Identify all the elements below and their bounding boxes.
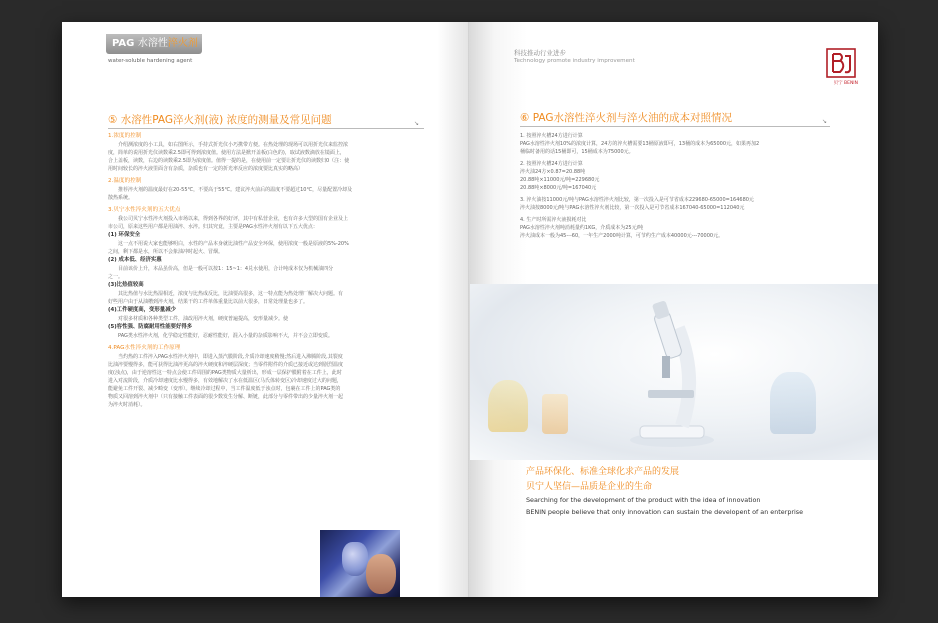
left-body [108,132,426,409]
flask-graphic-left [488,380,528,432]
right-page [470,22,878,597]
block-heading: 1.浓度的控制 [108,133,142,139]
block-heading: 4.PAG水性淬火剂的工作原理 [108,345,181,351]
advantage-label: (1) 环保安全 [108,232,141,238]
hand-graphic [366,554,396,594]
cost-line: 20.88吨×8000元/吨=167040元 [520,185,597,191]
body-line: 度(浊点)，由于逆溶性这一特点会使工件周围的PAG类物质大量析出，形成一层保护膜附着在工件上，此时 [108,370,342,376]
cost-line: 淬火油成本一般为45---60，一年生产2000吨计算，可节约生产成本40000元---70000元。 [520,233,724,239]
page-tab [106,34,202,54]
slogan-line-2: 贝宁人坚信—品质是企业的生命 [526,482,653,492]
body-line: 物质又回溶到淬火剂中（只有接触工件表面的很少数发生分解、断链，此部分与零件带出的少量淬火剂一起 [108,394,344,400]
advantage-line: 之一。 [108,274,124,280]
body-line: 度，简单的说用折光仪读数乘2.5即可得到浓度值。使用方法是掀开盖板(白色的)，取试液数滴放在镜面上， [108,150,345,156]
advantage-label: (5)容性强、防腐耐用性能要好得多 [108,324,193,330]
microscope-icon [620,298,716,448]
arrow-icon: ↘ [414,120,420,127]
right-body [520,132,840,240]
cost-line: 桶临时备用的话15桶即可，15桶成本为75000元。 [520,149,634,155]
english-line-2: BENIN people believe that only innovation can sustain the developent of an enterprise [526,508,804,516]
body-line: 合上盖板，读数，右边的读数乘2.5即为浓度值。值得一提的是，在使用前一定要让折光仪的读数归0（注：使 [108,158,350,164]
advantage-line: 目前该价上升，本品虽价高，但是一般可以按1：15~1：4兑水使用，合计吨成本仅为机械油四分 [118,266,334,272]
body-line: 散热系统。 [108,195,134,201]
body-line: 当灼热的工件淬入PAG水性淬火剂中，即进入蒸汽膜阶段,介质冷却速度稍慢;然后进入沸腾阶段,其裂度 [118,354,343,360]
section-title-right: ⑥ PAG水溶性淬火剂与淬火油的成本对照情况 [520,112,733,124]
cost-line: 淬火油按8000元/吨与PAG水溶性淬火剂比较，第一次投入是可节省成本167040-65000=112040元 [520,205,745,211]
body-line: 能避免工件开裂、减少畸变（变形）。继续冷却过程中，当工件温度低于浊点时，包裹在工件上的PAG类的 [108,386,341,392]
tab-title-highlight: 淬火剂 [167,38,198,49]
block-heading: 3.贝宁水性淬火剂的五大优点 [108,207,181,213]
cost-line: 3. 淬火油按11000元/吨与PAG水溶性淬火剂比较，第一次投入是可节省成本229680-65000=164680元 [520,197,754,203]
arrow-icon-right: ↘ [822,118,828,125]
intro-line: 我公司贝宁水性淬火剂投入市场以来，得到各界的好评，其中有私营企业，也有许多大型的国有企业及上 [118,216,349,222]
advantage-line: 好些用户由于从油槽到淬火剂，结果干的工件单体重量比以前大很多，日常处理量也多了。 [108,299,309,305]
flask-graphic [342,542,368,576]
beaker-graphic [542,394,568,434]
header-cn: 科技推动行业进步 [514,49,566,57]
advantage-line: 之间，剩下都是水，所以不会象油冲时起火、冒烟。 [108,249,224,255]
cost-line: 1. 按照淬火槽24方进行计算 [520,133,583,139]
block-heading: 2.温度的控制 [108,178,142,184]
cost-line: PAG水溶性淬火剂10%的浓度计算，24方的淬火槽需要13桶原液即可，13桶的成本为65000元，如果再加2 [520,141,760,147]
logo-text: 贝宁 BENIN [833,81,858,86]
body-line: 进入对流阶段，介质冷却速度比水慢得多，有效地解决了水在低温区(马氏体转变区)冷却速度过大的问题， [108,378,342,384]
section-title: ⑤ 水溶性PAG淬火剂(液) 浓度的测量及常见问题 [108,114,332,126]
advantage-line: PAG类水性淬火剂，化学稳定性能好，忍耐性能好，混入小量的杂质影响不大，并不会立即变质。 [118,333,333,339]
advantage-line: 对很多材质和各种类型工件，油改用淬火剂，硬度普遍提高，变形量减少。使 [118,316,289,322]
section-rule [108,128,424,129]
cost-line: 4. 生产时所需淬火液损耗对比 [520,217,587,223]
tab-title-gray: 水溶性 [137,38,168,49]
advantage-label: (2) 成本低、经济实惠 [108,257,162,263]
body-line: 为淬火时消耗）。 [108,402,146,408]
flask-graphic-right [770,372,816,434]
body-line: 比油淬要慢得多，能可获得比油淬更高的淬火硬度和淬硬层深度；当零件附件的介质已接近或达到剧烈温度 [108,362,344,368]
advantage-line: 这一点不用说大家也能够明白，水性的产品本身就比油性产品安全环保，使用浓度一般是原液的5%-20% [118,241,349,247]
advantage-line: 其比热值与水比热湿相近，浓度与比热成反比，比油要高很多，这一特点能为热处理厂解决大问题。有 [118,291,344,297]
slogan-line-1: 产品环保化、标准全球化求产品的发展 [526,467,680,477]
intro-line: 市公司，原来这些用户都是用油淬、水淬。归其究竟，主要是PAG水性淬火剂有以下五大优点： [108,224,318,230]
lab-photo [320,530,400,597]
body-line: 用时间较长的淬火液里面含有杂质，杂质也有一定的折光率反应的浓度要比真实的略高） [108,166,304,172]
tab-subtitle: water-soluble hardening agent [108,58,193,64]
header-en: Technology promote industry improvement [514,58,635,64]
left-page [62,22,470,597]
cost-line: 淬火油24方×0.87=20.88吨 [520,169,586,175]
tab-pag: PAG [112,38,138,49]
lab-image [470,284,878,460]
advantage-label: (3)比热值较高 [108,282,144,288]
cost-line: 2. 按照淬火槽24方进行计算 [520,161,583,167]
section-rule-right [520,126,830,127]
body-line: 介绍测浓度的小工具，如右图所示，手持式折光仪小巧携带方便。在热处理的现场可以用折光仪来监控浓 [118,142,349,148]
english-line-1: Searching for the development of the product with the idea of innovation [526,496,761,504]
benin-logo-icon [826,48,856,78]
body-line: 推荐淬火剂的温度最好在20-55℃，不要高于55℃。建议淬火前后的温度不要超过10℃，尽量配置冷却及 [118,187,353,193]
cost-line: PAG水溶性淬火剂吨消耗量约1KG，介质成本为25元/吨 [520,225,644,231]
cost-line: 20.88吨×11000元/吨=229680元 [520,177,600,183]
advantage-label: (4)工件硬度高，变形量减少 [108,307,176,313]
brochure-spread [62,22,878,597]
